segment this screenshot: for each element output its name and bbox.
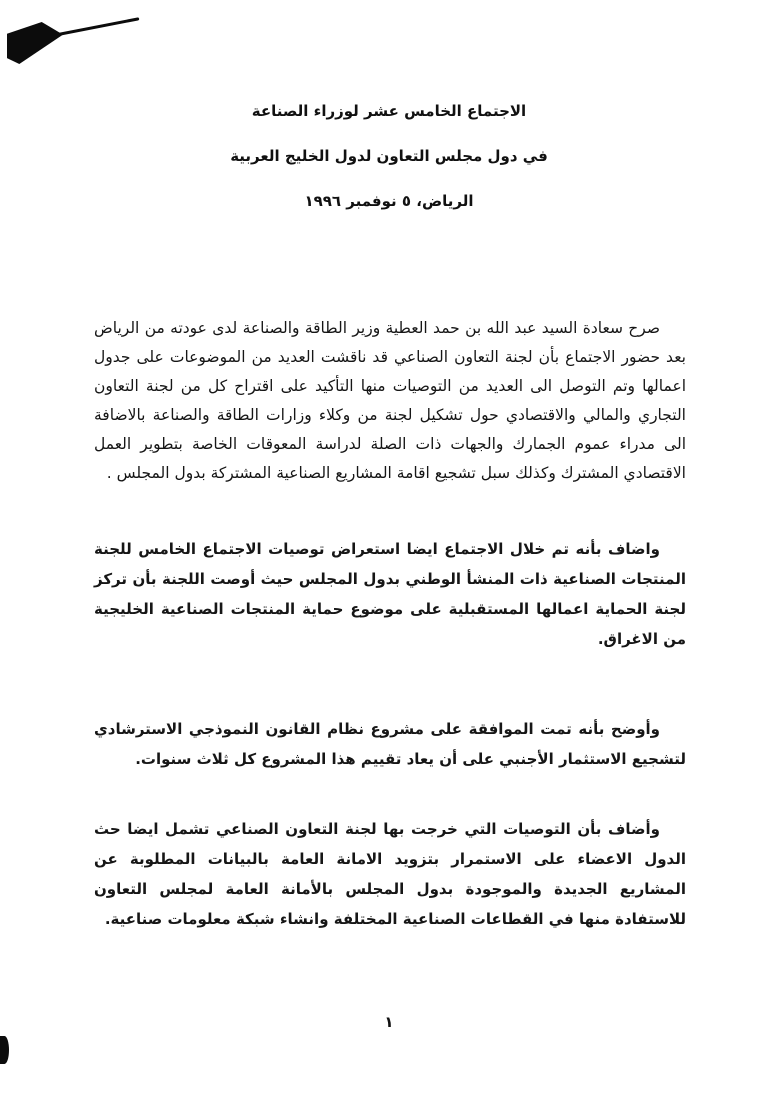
paragraph-member-states: وأضاف بأن التوصيات التي خرجت بها لجنة التعاون الصناعي تشمل ايضا حث الدول الاعضاء على الاستمرار بتزويد الامانة العامة بالبيانات المطلوبة عن المشاريع الجديدة والموجودة بدول المجلس بالأمانة العامة لمجلس التعاون للاستفادة منها في القطاعات الصناعية المختلفة وانشاء شبكة معلومات صناعية. <box>94 820 686 928</box>
paragraph-recommendations-review: واضاف بأنه تم خلال الاجتماع ايضا استعراض توصيات الاجتماع الخامس للجنة المنتجات الصناعية ذات المنشأ الوطني بدول المجلس حيث أوصت اللجنة بأن تركز لجنة الحماية اعمالها المستقبلية على موضوع حماية المنتجات الصناعية الخليجية من الاغراق. <box>94 540 686 648</box>
page-number: ١ <box>384 1013 394 1031</box>
paragraph-minister-statement: صرح سعادة السيد عبد الله بن حمد العطية وزير الطاقة والصناعة لدى عودته من الرياض بعد حضور الاجتماع بأن لجنة التعاون الصناعي قد ناقشت العديد من الموضوعات على جدول اعمالها وتم التوصل الى العديد من التوصيات منها التأكيد على اقتراح كل من لجنة التعاون التجاري والمالي والاقتصادي حول تشكيل لجنة من وكلاء وزارات الطاقة والصناعة بالاضافة الى مدراء عموم الجمارك والجهات ذات الصلة لدراسة المعوقات الخاصة بتطوير العمل الاقتصادي المشترك وكذلك سبل تشجيع اقامة المشاريع الصناعية المشتركة بدول المجلس . <box>94 319 686 482</box>
title-line-organization: في دول مجلس التعاون لدول الخليج العربية <box>230 147 548 165</box>
scan-artifact-bottom-left <box>0 1036 9 1064</box>
paragraph-model-law: وأوضح بأنه تمت الموافقة على مشروع نظام القانون النموذجي الاسترشادي لتشجيع الاستثمار الأجنبي على أن يعاد تقييم هذا المشروع كل ثلاث سنوات. <box>94 720 686 768</box>
title-line-meeting: الاجتماع الخامس عشر لوزراء الصناعة <box>251 102 527 120</box>
document-body <box>0 314 778 934</box>
page-footer <box>0 1012 778 1031</box>
title-line-date-location: الرياض، ٥ نوفمبر ١٩٩٦ <box>304 192 474 210</box>
document-header <box>0 0 778 210</box>
